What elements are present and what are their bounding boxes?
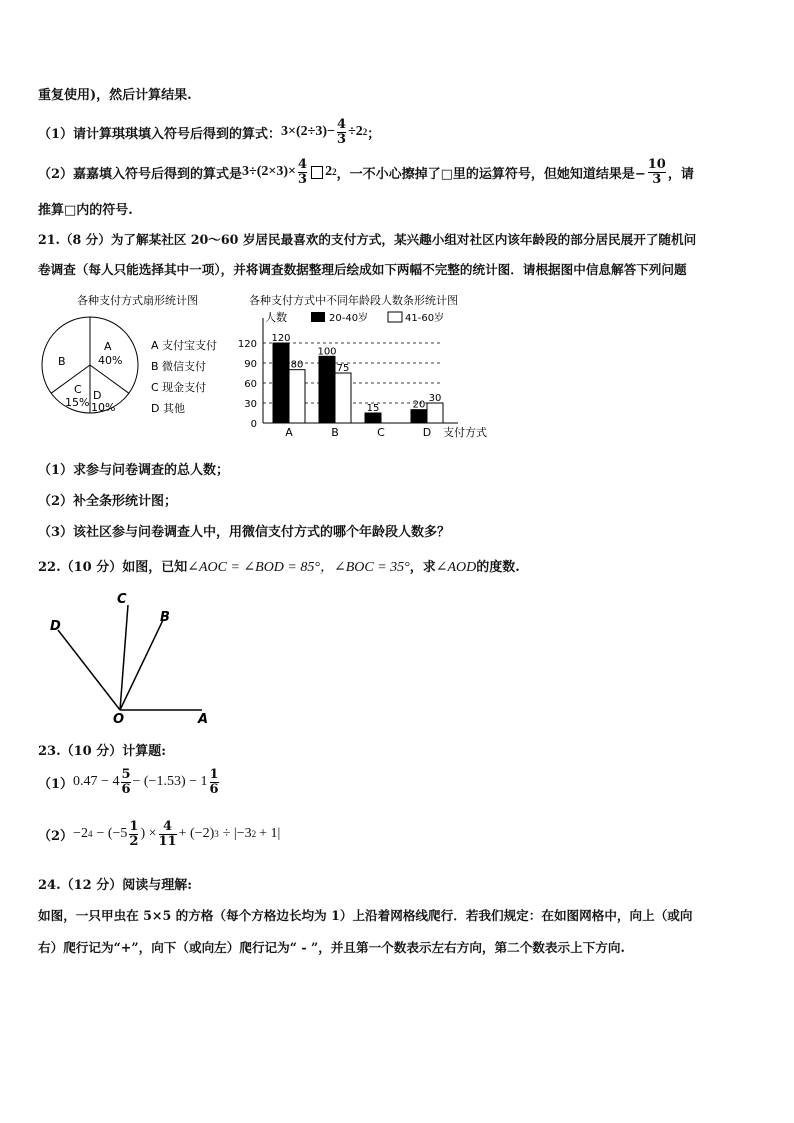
angle-figure xyxy=(40,585,220,725)
q23-part2-label: （2） xyxy=(38,828,74,844)
q22-head-b: ，求 xyxy=(409,560,436,575)
bar-value-label: 80 xyxy=(290,359,304,371)
q21-sub3: （3）该社区参与问卷调查人中，用微信支付方式的哪个年龄段人数多？ xyxy=(38,525,451,540)
q20-part1-sup: 2 xyxy=(362,127,368,137)
x-tick-label: D xyxy=(422,426,432,439)
q20-part1-label: （1）请计算琪琪填入符号后得到的算式： xyxy=(38,126,282,142)
fraction-denominator: 6 xyxy=(121,781,131,797)
q23-part2-e: ÷ |−3 xyxy=(222,826,252,841)
bar-chart-figure xyxy=(225,288,510,448)
q20-part1 xyxy=(38,112,380,152)
bar-41-60 xyxy=(427,403,443,423)
bar-value-label: 100 xyxy=(317,346,337,358)
bar-41-60 xyxy=(335,373,351,423)
pie-legend-d: D 其他 xyxy=(151,402,185,415)
fraction-denominator: 3 xyxy=(298,171,308,187)
bar-20-40 xyxy=(319,356,335,423)
q22-target-angle: ∠AOD xyxy=(435,560,477,575)
q20-part2-continuation: 推算□内的符号. xyxy=(38,203,133,218)
fraction-numerator: 5 xyxy=(121,766,131,782)
bar-value-label: 120 xyxy=(271,333,291,344)
q21-sub2: （2）补全条形统计图； xyxy=(38,494,178,509)
x-axis-label: 支付方式 xyxy=(443,426,487,439)
pie-chart-figure xyxy=(30,288,250,433)
pie-legend-c: C 现金支付 xyxy=(151,381,207,394)
q21-sub1: （1）求参与问卷调查的总人数； xyxy=(38,463,230,478)
q22-heading xyxy=(38,556,520,576)
y-tick-label: 120 xyxy=(237,339,257,350)
q23-part2 xyxy=(38,812,280,856)
pie-title: 各种支付方式扇形统计图 xyxy=(77,294,198,307)
q20-part2-result-fraction xyxy=(648,158,666,187)
x-tick-label: A xyxy=(285,426,293,439)
pie-legend-b: B 微信支付 xyxy=(151,360,207,373)
bar-20-40 xyxy=(365,413,381,423)
bar-value-label: 20 xyxy=(412,399,426,411)
y-axis-label: 人数 xyxy=(265,311,287,324)
q20-part2 xyxy=(38,152,694,192)
q21-heading: 21.（8 分）为了解某社区 20～60 岁居民最喜欢的支付方式，某兴趣小组对社区内该年龄段的部分居民展开了随机问 xyxy=(38,232,697,247)
q23-part1-fraction1 xyxy=(121,768,130,797)
bar-value-label: 75 xyxy=(336,363,350,374)
fraction-numerator: 10 xyxy=(647,156,666,172)
pie-label-c-pct: 15% xyxy=(65,396,90,409)
bar-plot-area xyxy=(238,318,458,439)
q22-given-angles: ∠AOC = ∠BOD = 85°，∠BOC = 35° xyxy=(187,560,410,575)
pie-label-b: B xyxy=(58,355,66,368)
q20-part1-fraction xyxy=(337,118,346,147)
q23-part2-sup3: 2 xyxy=(251,829,257,839)
fraction-denominator: 3 xyxy=(648,172,666,187)
fraction-denominator: 6 xyxy=(209,781,219,797)
fraction-numerator: 4 xyxy=(337,116,347,132)
q23-part1 xyxy=(38,762,221,802)
bar-value-label: 15 xyxy=(366,403,380,414)
q23-part2-a: −2 xyxy=(73,826,88,841)
q23-part2-sup2: 3 xyxy=(214,829,219,839)
q23-part2-c: ) × xyxy=(140,826,157,841)
point-label-a: A xyxy=(198,712,209,725)
y-tick-label: 90 xyxy=(244,359,257,370)
q24-line1: 如图，一只甲虫在 5×5 的方格（每个方格边长均为 1）上沿着网格线爬行．若我们规定：在如图网格中，向上（或向 xyxy=(38,908,693,923)
x-tick-label: B xyxy=(331,426,339,439)
fraction-denominator: 2 xyxy=(129,833,139,849)
q23-heading: 23.（10 分）计算题: xyxy=(38,744,167,759)
q24-line2: 右）爬行记为“+”，向下（或向左）爬行记为“ - ”，并且第一个数表示左右方向，第二个数表示上下方向. xyxy=(38,940,625,955)
q21-heading-2: 卷调查（每人只能选择其中一项），并将调查数据整理后绘成如下两幅不完整的统计图．请根据图中信息解答下列问题 xyxy=(38,262,687,277)
bar-title: 各种支付方式中不同年龄段人数条形统计图 xyxy=(249,294,458,307)
blank-box xyxy=(311,166,323,179)
q23-part2-sup1: 4 xyxy=(87,829,93,839)
pie-label-d-pct: 10% xyxy=(91,401,116,414)
q20-part2-end: ，请 xyxy=(667,166,694,182)
q20-part1-end: ； xyxy=(367,126,381,142)
x-tick-label: C xyxy=(377,426,385,439)
y-tick-label: 0 xyxy=(250,419,257,430)
q20-part2-label: （2）嘉嘉填入符号后得到的算式是 xyxy=(38,166,243,182)
q23-part2-fraction2 xyxy=(159,820,177,849)
q23-part1-a: 0.47 − 4 xyxy=(73,774,120,789)
fraction-numerator: 1 xyxy=(209,766,219,782)
q23-part1-fraction2 xyxy=(210,768,219,797)
q22-head-a: 22.（10 分）如图，已知 xyxy=(38,560,188,575)
legend-swatch-dark xyxy=(311,312,325,322)
q20-part2-sup: 2 xyxy=(332,167,337,177)
fraction-denominator: 3 xyxy=(337,131,347,147)
legend-swatch-light xyxy=(388,312,402,322)
pie-legend-a: A 支付宝支付 xyxy=(151,339,218,352)
fraction-numerator: 4 xyxy=(163,818,173,834)
q20-part2-expr-b: 2 xyxy=(325,164,333,179)
q20-part2-expr-a: 3÷(2×3)× xyxy=(242,164,297,179)
legend-label-light: 41-60岁 xyxy=(405,313,445,324)
q23-part2-fraction1 xyxy=(129,820,138,849)
q20-part2-mid: ，一不小心擦掉了□里的运算符号，但她知道结果是− xyxy=(336,166,646,182)
q20-part1-expr-a: 3×(2÷3)− xyxy=(281,124,336,139)
q20-part1-expr-b: ÷2 xyxy=(348,124,363,139)
q22-head-c: 的度数. xyxy=(476,560,520,575)
bar-20-40 xyxy=(411,410,427,423)
bar-value-label: 30 xyxy=(428,393,442,404)
q20-continuation: 重复使用)，然后计算结果. xyxy=(38,88,192,103)
pie-label-d: D xyxy=(93,389,102,402)
q23-part2-b: − (−5 xyxy=(96,826,128,841)
pie-label-a: A xyxy=(104,340,112,353)
point-label-b: B xyxy=(160,610,170,625)
fraction-denominator: 11 xyxy=(158,833,177,849)
point-label-c: C xyxy=(117,592,127,607)
point-label-o: O xyxy=(113,712,125,725)
pie-label-a-pct: 40% xyxy=(98,354,123,367)
q23-part1-label: （1） xyxy=(38,776,74,792)
q20-part2-fraction xyxy=(298,158,307,187)
q24-heading: 24.（12 分）阅读与理解: xyxy=(38,878,193,893)
bar-20-40 xyxy=(273,343,289,423)
q23-part1-b: − (−1.53) − 1 xyxy=(132,774,208,789)
fraction-numerator: 4 xyxy=(298,156,308,172)
q23-part2-d: + (−2) xyxy=(178,826,215,841)
fraction-numerator: 1 xyxy=(129,818,139,834)
legend-label-dark: 20-40岁 xyxy=(329,313,369,324)
point-label-d: D xyxy=(50,619,61,634)
bar-41-60 xyxy=(289,370,305,423)
y-tick-label: 60 xyxy=(244,379,257,390)
q23-part2-f: + 1| xyxy=(259,826,281,841)
ray-od xyxy=(58,630,120,710)
y-tick-label: 30 xyxy=(244,399,257,410)
pie-label-c: C xyxy=(74,383,82,396)
